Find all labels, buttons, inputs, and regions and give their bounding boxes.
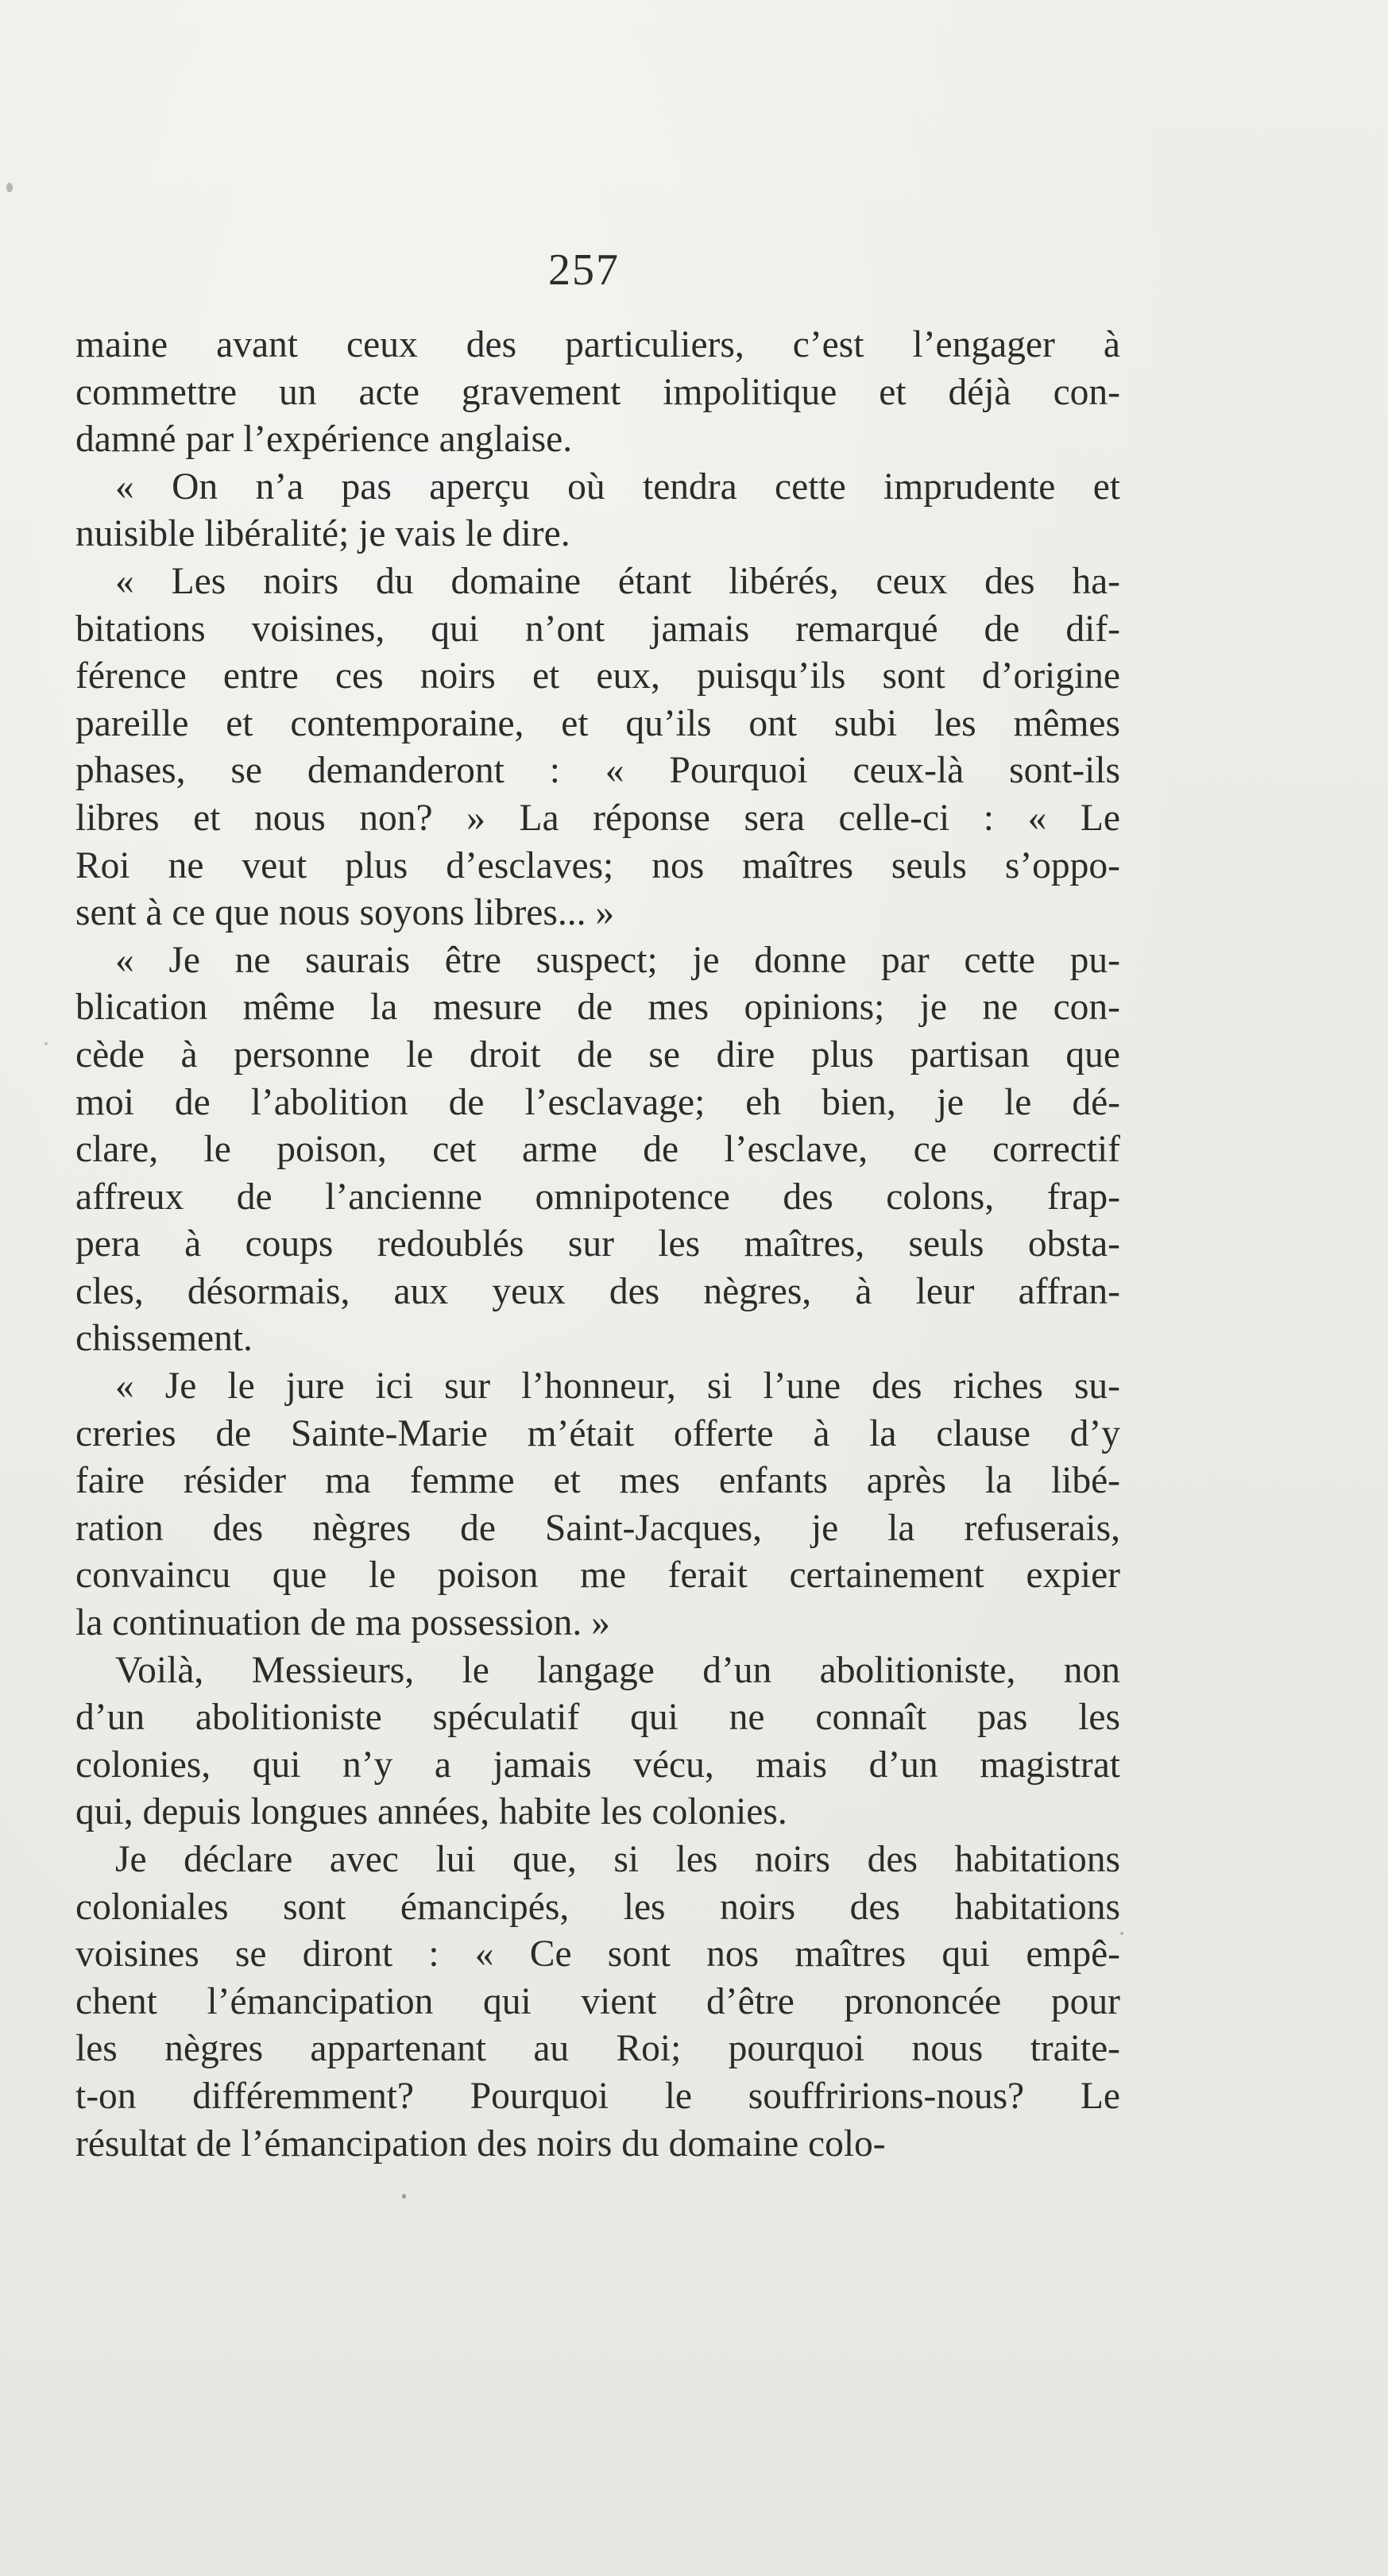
text-line: affreux de l’ancienne omnipotence des colons, frap- bbox=[75, 1176, 1120, 1218]
paragraph bbox=[75, 322, 1120, 464]
text-line: moi de l’abolition de l’esclavage; eh bien, je le dé- bbox=[75, 1081, 1120, 1123]
paper-speck bbox=[44, 1042, 48, 1045]
text-line: bitations voisines, qui n’ont jamais remarqué de dif- bbox=[75, 608, 1120, 650]
text-line: « On n’a pas aperçu où tendra cette imprudente et bbox=[115, 465, 1120, 508]
text-line: maine avant ceux des particuliers, c’est l’engager à bbox=[75, 324, 1120, 365]
text-line: Roi ne veut plus d’esclaves; nos maîtres seuls s’oppo- bbox=[75, 844, 1120, 886]
body-text bbox=[75, 322, 1120, 2168]
text-line: commettre un acte gravement impolitique et déjà con- bbox=[75, 371, 1120, 413]
text-line: coloniales sont émancipés, les noirs des habitations bbox=[75, 1886, 1120, 1928]
paragraph bbox=[75, 464, 1120, 558]
page-number: 257 bbox=[548, 245, 620, 295]
text-line: t-on différemment? Pourquoi le souffririons-nous? Le bbox=[75, 2075, 1120, 2117]
paper-speck bbox=[402, 2194, 406, 2199]
text-line: résultat de l’émancipation des noirs du domaine colo- bbox=[75, 2122, 886, 2165]
paragraph bbox=[75, 1836, 1120, 2168]
paragraph bbox=[75, 1363, 1120, 1647]
text-line: faire résider ma femme et mes enfants après la libé- bbox=[75, 1460, 1120, 1502]
text-line: ration des nègres de Saint-Jacques, je la refuserais, bbox=[75, 1507, 1120, 1549]
text-line: convaincu que le poison me ferait certainement expier bbox=[75, 1554, 1120, 1597]
text-line: les nègres appartenant au Roi; pourquoi nous traite- bbox=[75, 2028, 1120, 2070]
text-line: pera à coups redoublés sur les maîtres, seuls obsta- bbox=[75, 1223, 1120, 1265]
text-line: cède à personne le droit de se dire plus partisan que bbox=[75, 1033, 1120, 1076]
text-line: sent à ce que nous soyons libres... » bbox=[75, 892, 615, 934]
text-line: colonies, qui n’y a jamais vécu, mais d’un magistrat bbox=[75, 1744, 1120, 1786]
text-line: « Je ne saurais être suspect; je donne par cette pu- bbox=[115, 939, 1120, 981]
text-line: d’un abolitioniste spéculatif qui ne connaît pas les bbox=[75, 1697, 1120, 1739]
text-line: Je déclare avec lui que, si les noirs des habitations bbox=[115, 1839, 1120, 1880]
text-line: blication même la mesure de mes opinions; je ne con- bbox=[75, 987, 1120, 1029]
text-line: « Je le jure ici sur l’honneur, si l’une des riches su- bbox=[115, 1365, 1120, 1408]
paper-speck bbox=[1120, 1932, 1123, 1935]
text-line: clare, le poison, cet arme de l’esclave, ce correctif bbox=[75, 1129, 1120, 1171]
text-line: cles, désormais, aux yeux des nègres, à leur affran- bbox=[75, 1270, 1120, 1312]
paper-speck bbox=[6, 183, 13, 192]
text-line: phases, se demanderont : « Pourquoi ceux-là sont-ils bbox=[75, 750, 1120, 792]
text-line: férence entre ces noirs et eux, puisqu’ils sont d’origine bbox=[75, 655, 1120, 697]
text-line: creries de Sainte-Marie m’était offerte à la clause d’y bbox=[75, 1412, 1120, 1454]
text-line: Voilà, Messieurs, le langage d’un abolitioniste, non bbox=[115, 1649, 1120, 1691]
text-line: voisines se diront : « Ce sont nos maîtres qui empê- bbox=[75, 1933, 1120, 1975]
paragraph bbox=[75, 1647, 1120, 1836]
text-line: libres et nous non? » La réponse sera celle-ci : « Le bbox=[75, 797, 1120, 839]
paragraph bbox=[75, 937, 1120, 1363]
text-line: « Les noirs du domaine étant libérés, ceux des ha- bbox=[115, 560, 1120, 602]
text-line: qui, depuis longues années, habite les colonies. bbox=[75, 1791, 787, 1833]
paragraph bbox=[75, 558, 1120, 937]
text-line: pareille et contemporaine, et qu’ils ont subi les mêmes bbox=[75, 702, 1120, 744]
text-line: la continuation de ma possession. » bbox=[75, 1602, 610, 1644]
text-line: chissement. bbox=[75, 1318, 253, 1360]
text-line: chent l’émancipation qui vient d’être prononcée pour bbox=[75, 1980, 1120, 2022]
text-line: damné par l’expérience anglaise. bbox=[75, 419, 573, 461]
text-line: nuisible libéralité; je vais le dire. bbox=[75, 513, 570, 555]
